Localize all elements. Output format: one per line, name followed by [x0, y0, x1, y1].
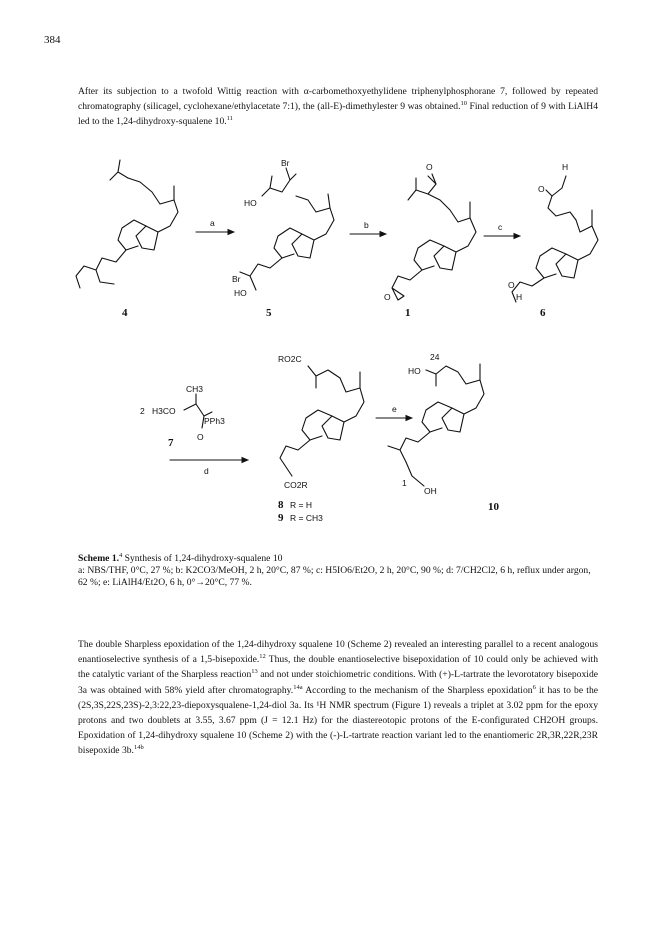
- scheme-caption: Scheme 1.$^4$ Synthesis of 1,24-dihydroxy-squalene 10 a: NBS/THF, 0°C, 27 %; b: K2CO3/MeOH, 2 h, 20°C, 87 %; c: H5IO6/Et2O, 2 h, 20°C, 90 %; d: 7/CH2Cl2, 6 h, reflux under argon, 62 %; e: LiAlH4/Et2O, 6 h, 0°→20°C, 77 %.: [78, 553, 598, 590]
- svg-text:24: 24: [430, 352, 440, 362]
- svg-text:CH3: CH3: [186, 384, 204, 394]
- compound-10: 10: [488, 501, 499, 513]
- svg-text:R = CH3: R = CH3: [290, 513, 323, 523]
- page-number: 384: [44, 34, 61, 46]
- svg-text:H: H: [516, 292, 523, 302]
- svg-text:PPh3: PPh3: [204, 416, 225, 426]
- svg-text:R = H: R = H: [290, 500, 312, 510]
- structure-8-9: [280, 366, 364, 476]
- svg-text:1: 1: [402, 478, 407, 488]
- svg-text:c: c: [498, 222, 503, 232]
- svg-text:Br: Br: [281, 158, 290, 168]
- paragraph-intro: After its subjection to a twofold Wittig reaction with α-carbomethoxyethylidene triphenylphosphorane 7, followed by repeated chromatography (silicagel, cyclohexane/ethylacetate 7:1), the (all-E)-dimethylester 9 was obtained.$^{10}$ Final reduction of 9 with LiAlH4 led to the 1,24-dihydroxy-squalene 10.11: [78, 86, 599, 128]
- svg-text:2: 2: [140, 406, 145, 416]
- svg-text:O: O: [197, 432, 204, 442]
- svg-text:RO2C: RO2C: [278, 354, 302, 364]
- svg-text:CO2R: CO2R: [284, 480, 308, 490]
- svg-text:O: O: [426, 162, 433, 172]
- structure-10: [388, 364, 484, 486]
- structure-6: [512, 176, 598, 302]
- svg-text:b: b: [364, 220, 369, 230]
- svg-text:a: a: [210, 218, 215, 228]
- compound-8: 8: [278, 499, 284, 511]
- svg-text:OH: OH: [424, 486, 437, 496]
- structure-4: [76, 160, 178, 288]
- svg-text:HO: HO: [244, 198, 257, 208]
- compound-7: 7: [168, 437, 174, 449]
- compound-5: 5: [266, 307, 272, 319]
- compound-6: 6: [540, 307, 546, 319]
- compound-9: 9: [278, 512, 284, 524]
- structure-5: [240, 168, 334, 290]
- svg-text:H3CO: H3CO: [152, 406, 176, 416]
- compound-4: 4: [122, 307, 128, 319]
- svg-text:O: O: [384, 292, 391, 302]
- svg-text:e: e: [392, 404, 397, 414]
- scheme-conditions: a: NBS/THF, 0°C, 27 %; b: K2CO3/MeOH, 2 h, 20°C, 87 %; c: H5IO6/Et2O, 2 h, 20°C, 90 %; d: 7/CH2Cl2, 6 h, reflux under argon, 62 %; e: LiAlH4/Et2O, 6 h, 0°→20°C, 77 %.: [78, 565, 591, 589]
- svg-text:HO: HO: [408, 366, 421, 376]
- svg-text:d: d: [204, 466, 209, 476]
- compound-1: 1: [405, 307, 411, 319]
- paragraph-sharpless: The double Sharpless epoxidation of the 1,24-dihydroxy squalene 10 (Scheme 2) revealed an interesting parallel to a recent analogous enantioselective synthesis of a 1,5-bisepoxide.$^{12}$ Thus, the double enantioselective bisepoxidation of 10 could only be achieved with the catalytic variant of the Sharpless reaction$^{13}$ and not under stoichiometric conditions. With (+)-L-tartrate the levorotatory bisepoxide 3a was obtained with 58% yield after chromatography.$^{14a}$ According to the mechanism of the Sharpless epoxidation$^6$ it has to be the (2S,3S,22S,23S)-2,3:22,23-diepoxysqualene-1,24-diol 3a. Its ¹H NMR spectrum (Figure 1) reveals a triplet at 3.02 ppm for the epoxy protons and two doublets at 3.55, 3.67 ppm (J = 12.1 Hz) for the diastereotopic protons of the E-configurated CH2OH groups. Epoxidation of 1,24-dihydroxy squalene 10 (Scheme 2) with the (-)-L-tartrate reaction variant led to the enantiomeric 2R,3R,22R,23R bisepoxide 3b.$^{14b}$: [78, 639, 598, 757]
- svg-text:HO: HO: [234, 288, 247, 298]
- svg-text:O: O: [538, 184, 545, 194]
- svg-text:Br: Br: [232, 274, 241, 284]
- svg-text:H: H: [562, 162, 569, 172]
- svg-text:O: O: [508, 280, 515, 290]
- structure-1: [392, 174, 476, 300]
